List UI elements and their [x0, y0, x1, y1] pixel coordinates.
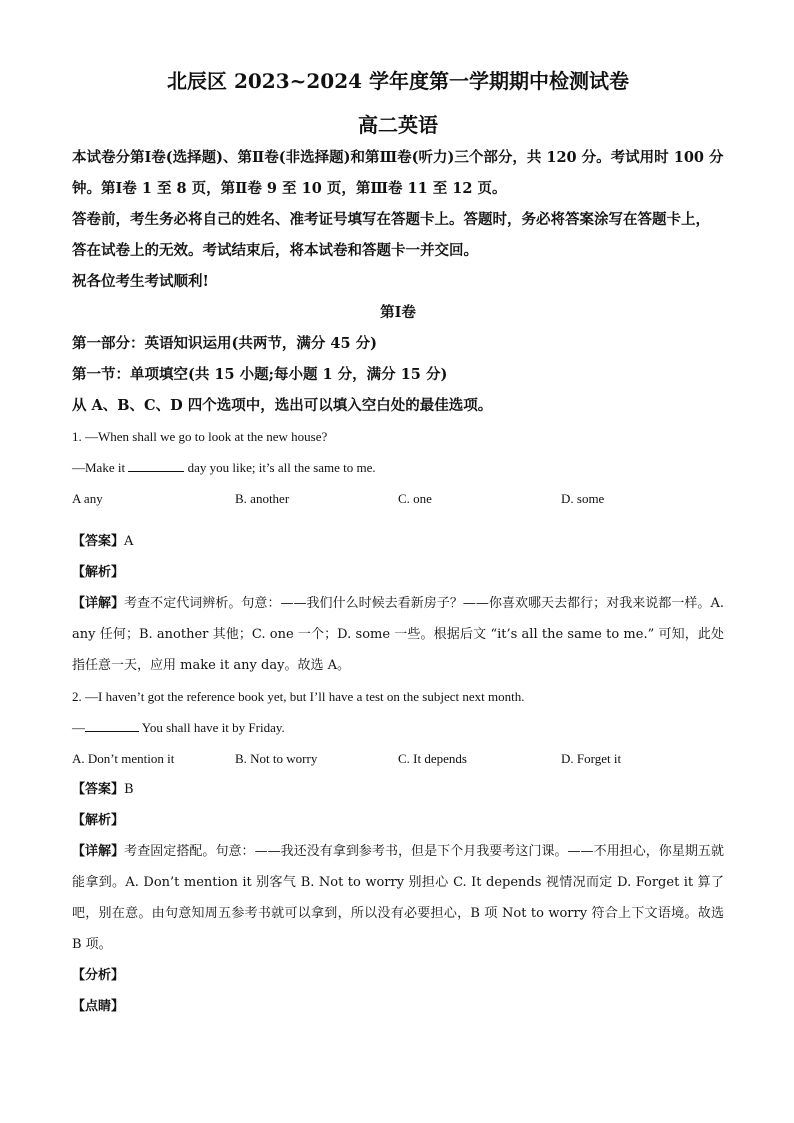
question-2-detail: [72, 836, 724, 960]
option-d: D. Forget it: [561, 751, 622, 766]
question-2-response-end: You shall have it by Friday.: [139, 720, 285, 735]
question-1-response-start: —Make it: [72, 460, 129, 475]
question-2-fenxi: [72, 960, 724, 991]
question-2-prompt: 2. —I haven’t got the reference book yet, but I’ll have a test on the subject next month.: [72, 689, 525, 704]
question-2-answer: [72, 774, 724, 805]
question-2-dianjing: [72, 991, 724, 1022]
answer-blank: [128, 459, 184, 472]
question-1-answer: [72, 526, 724, 557]
option-a: A. Don’t mention it: [72, 751, 175, 766]
instruction-text: 从 A、B、C、D 四个选项中，选出可以填入空白处的最佳选项。: [72, 397, 493, 414]
question-1-response: [72, 452, 724, 483]
fenxi-label: 【分析】: [72, 968, 125, 983]
question-1-detail: [72, 588, 724, 681]
answer-value: B: [124, 782, 134, 797]
question-2-response-start: —: [72, 720, 85, 735]
question-2-response: [72, 712, 724, 743]
question-2: [72, 681, 724, 1022]
analysis-label: 【解析】: [72, 565, 125, 580]
subsection-heading: 第一节：单项填空(共 15 小题;每小题 1 分，满分 15 分): [72, 366, 448, 383]
exam-page: [72, 66, 724, 1022]
option-c: C. It depends: [398, 751, 467, 766]
option-a: A any: [72, 491, 103, 506]
answer-label: 【答案】: [72, 534, 125, 549]
detail-label: 【详解】: [72, 844, 125, 859]
answer-blank: [85, 719, 139, 732]
intro-paragraph-3: 祝各位考生考试顺利!: [72, 273, 209, 290]
intro-paragraph-1: 本试卷分第Ⅰ卷(选择题)、第Ⅱ卷(非选择题)和第Ⅲ卷(听力)三个部分，共 120 分。考试用时 100 分钟。第Ⅰ卷 1 至 8 页，第Ⅱ卷 9 至 10 页，第Ⅲ卷 11 至 12 页。: [72, 149, 724, 197]
question-1: [72, 421, 724, 681]
detail-text: 考查固定搭配。句意：——我还没有拿到参考书，但是下个月我要考这门课。——不用担心，你星期五就能拿到。A. Don’t mention it 别客气 B. Not to worry 别担心 C. It depends 视情况而定 D. Forget it 算了吧，别在意。由句意知周五参考书就可以拿到，所以没有必要担心，B 项 Not to worry 符合上下文语境。故选 B 项。: [72, 844, 724, 952]
question-2-analysis: [72, 805, 724, 836]
question-1-response-end: day you like; it’s all the same to me.: [184, 460, 376, 475]
answer-value: A: [124, 534, 134, 549]
answer-label: 【答案】: [72, 782, 125, 797]
option-b: B. Not to worry: [235, 751, 318, 766]
dianjing-label: 【点睛】: [72, 999, 125, 1014]
question-1-options: [72, 483, 724, 514]
option-c: C. one: [398, 491, 432, 506]
detail-label: 【详解】: [72, 596, 125, 611]
question-2-options: [72, 743, 724, 774]
detail-text: 考查不定代词辨析。句意：——我们什么时候去看新房子？——你喜欢哪天去都行；对我来说都一样。A. any 任何；B. another 其他；C. one 一个；D. some 一些。根据后文 “it’s all the same to me.” 可知，此处指任意一天，应用 make it any day。故选 A。: [72, 596, 724, 673]
analysis-label: 【解析】: [72, 813, 125, 828]
exam-subtitle: 高二英语: [358, 113, 438, 137]
question-1-analysis: [72, 557, 724, 588]
option-b: B. another: [235, 491, 290, 506]
section-title: 第Ⅰ卷: [380, 304, 416, 321]
part-heading: 第一部分：英语知识运用(共两节，满分 45 分): [72, 335, 377, 352]
exam-title: 北辰区 2023~2024 学年度第一学期期中检测试卷: [166, 69, 629, 93]
question-1-prompt: 1. —When shall we go to look at the new house?: [72, 429, 328, 444]
intro-paragraph-2: 答卷前，考生务必将自己的姓名、准考证号填写在答题卡上。答题时，务必将答案涂写在答题卡上，答在试卷上的无效。考试结束后，将本试卷和答题卡一并交回。: [72, 211, 710, 259]
option-d: D. some: [561, 491, 605, 506]
